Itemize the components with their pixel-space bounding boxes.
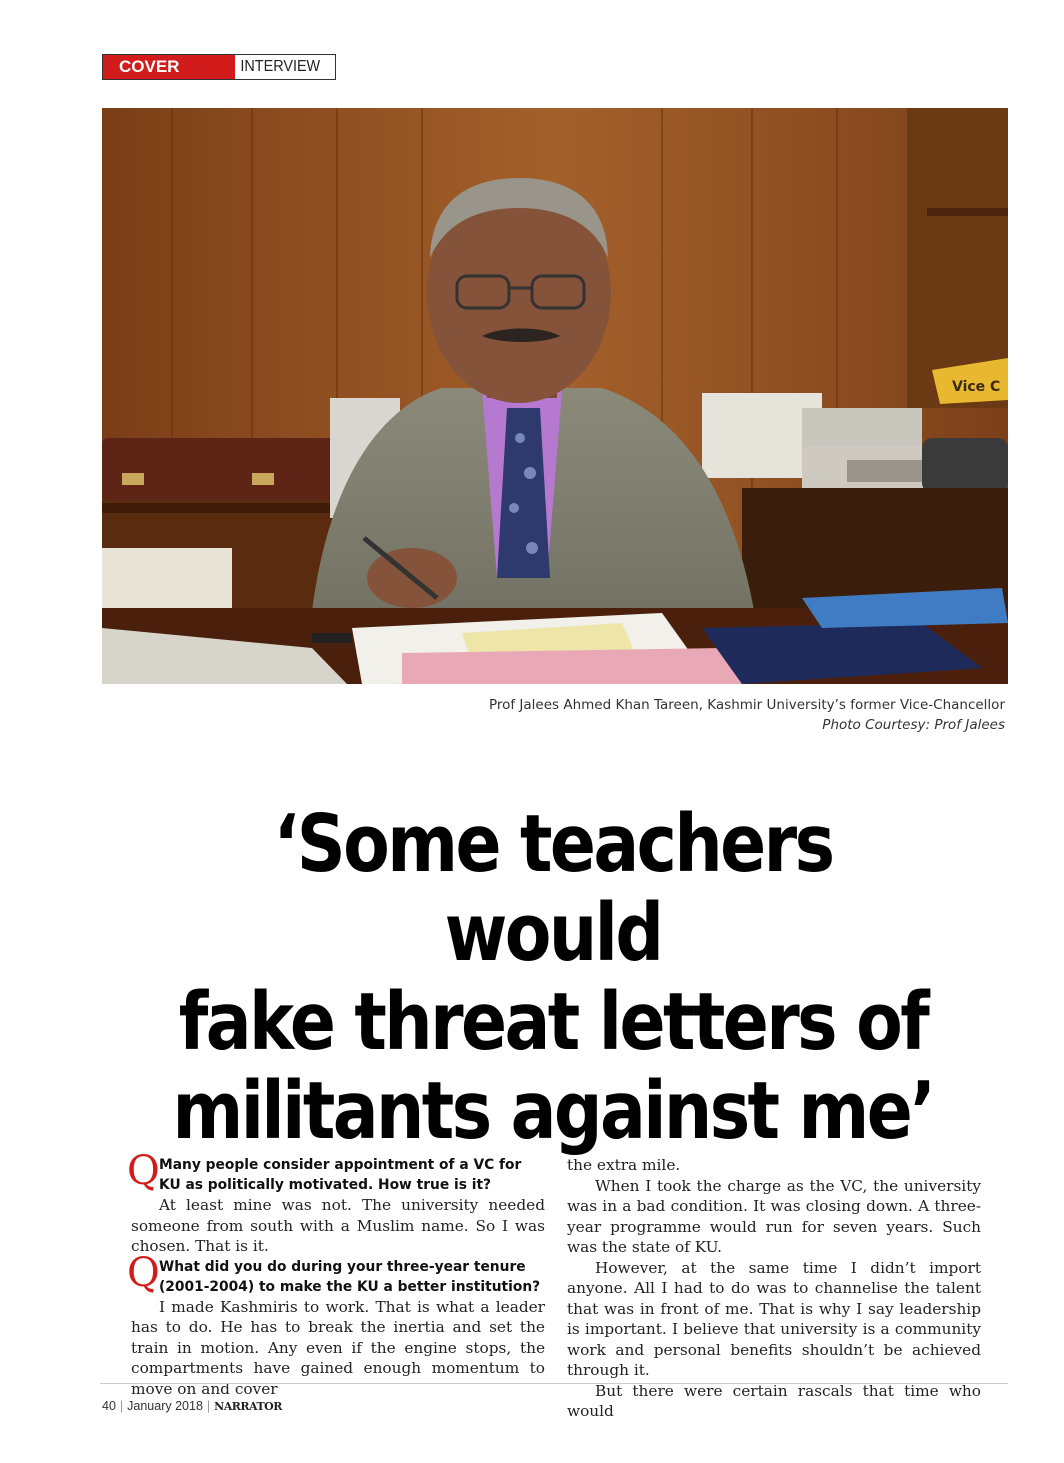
headline-line-2: fake threat letters of (178, 976, 928, 1068)
question-1-text: Many people consider appointment of a VC for KU as politically motivated. How true is it? (159, 1157, 522, 1193)
column-right (567, 1155, 981, 1422)
answer-2-continued: the extra mile. (567, 1156, 681, 1174)
headline (163, 800, 942, 1156)
section-label-cover-story: COVER STORY (103, 55, 235, 79)
question-mark-q: Q (127, 1249, 160, 1296)
page-footer (102, 1399, 282, 1413)
magazine-brand: NARRATOR (214, 1399, 282, 1413)
paragraph-4: However, at the same time I didn’t import anyone. All I had to do was to channelise the talent that was in front of me. That is why I say leadership is important. I believe that university is a community work and personal benefits shouldn’t be achieved through it. (567, 1258, 981, 1379)
paragraph-5: But there were certain rascals that time who would (567, 1381, 981, 1420)
question-1 (127, 1148, 545, 1195)
footer-separator: | (206, 1399, 211, 1413)
question-2-text: What did you do during your three-year tenure (2001-2004) to make the KU a better institution? (159, 1258, 541, 1295)
issue-date: January 2018 (127, 1399, 203, 1413)
headline-line-3: militants against me’ (172, 1065, 934, 1157)
page-number: 40 (102, 1399, 116, 1413)
question-mark-q: Q (127, 1148, 160, 1194)
paragraph-3: When I took the charge as the VC, the university was in a bad condition. It was closing down. A three-year programme would run for seven years. Such was the state of KU. (567, 1176, 981, 1256)
question-2 (127, 1249, 545, 1297)
footer-separator: | (119, 1399, 124, 1413)
headline-line-1: ‘Some teachers would (273, 798, 833, 979)
photo-credit: Photo Courtesy: Prof Jalees (822, 717, 1005, 733)
answer-2: I made Kashmiris to work. That is what a leader has to do. He has to break the inertia and set the train in motion. Any even if the engine stops, the compartments have gained enough momentum to move on and cover (131, 1297, 545, 1398)
cover-photo (102, 108, 1008, 684)
footer-rule (100, 1383, 1008, 1384)
section-tag (102, 54, 336, 100)
column-left (127, 1148, 545, 1399)
section-label-interview: INTERVIEW (240, 58, 321, 75)
photo-caption (489, 695, 1005, 735)
answer-1: At least mine was not. The university needed someone from south with a Muslim name. So I was chosen. That is it. (131, 1196, 545, 1255)
caption-text: Prof Jalees Ahmed Khan Tareen, Kashmir University’s former Vice-Chancellor (488, 697, 1005, 713)
nameplate-text: Vice C (952, 379, 1001, 395)
